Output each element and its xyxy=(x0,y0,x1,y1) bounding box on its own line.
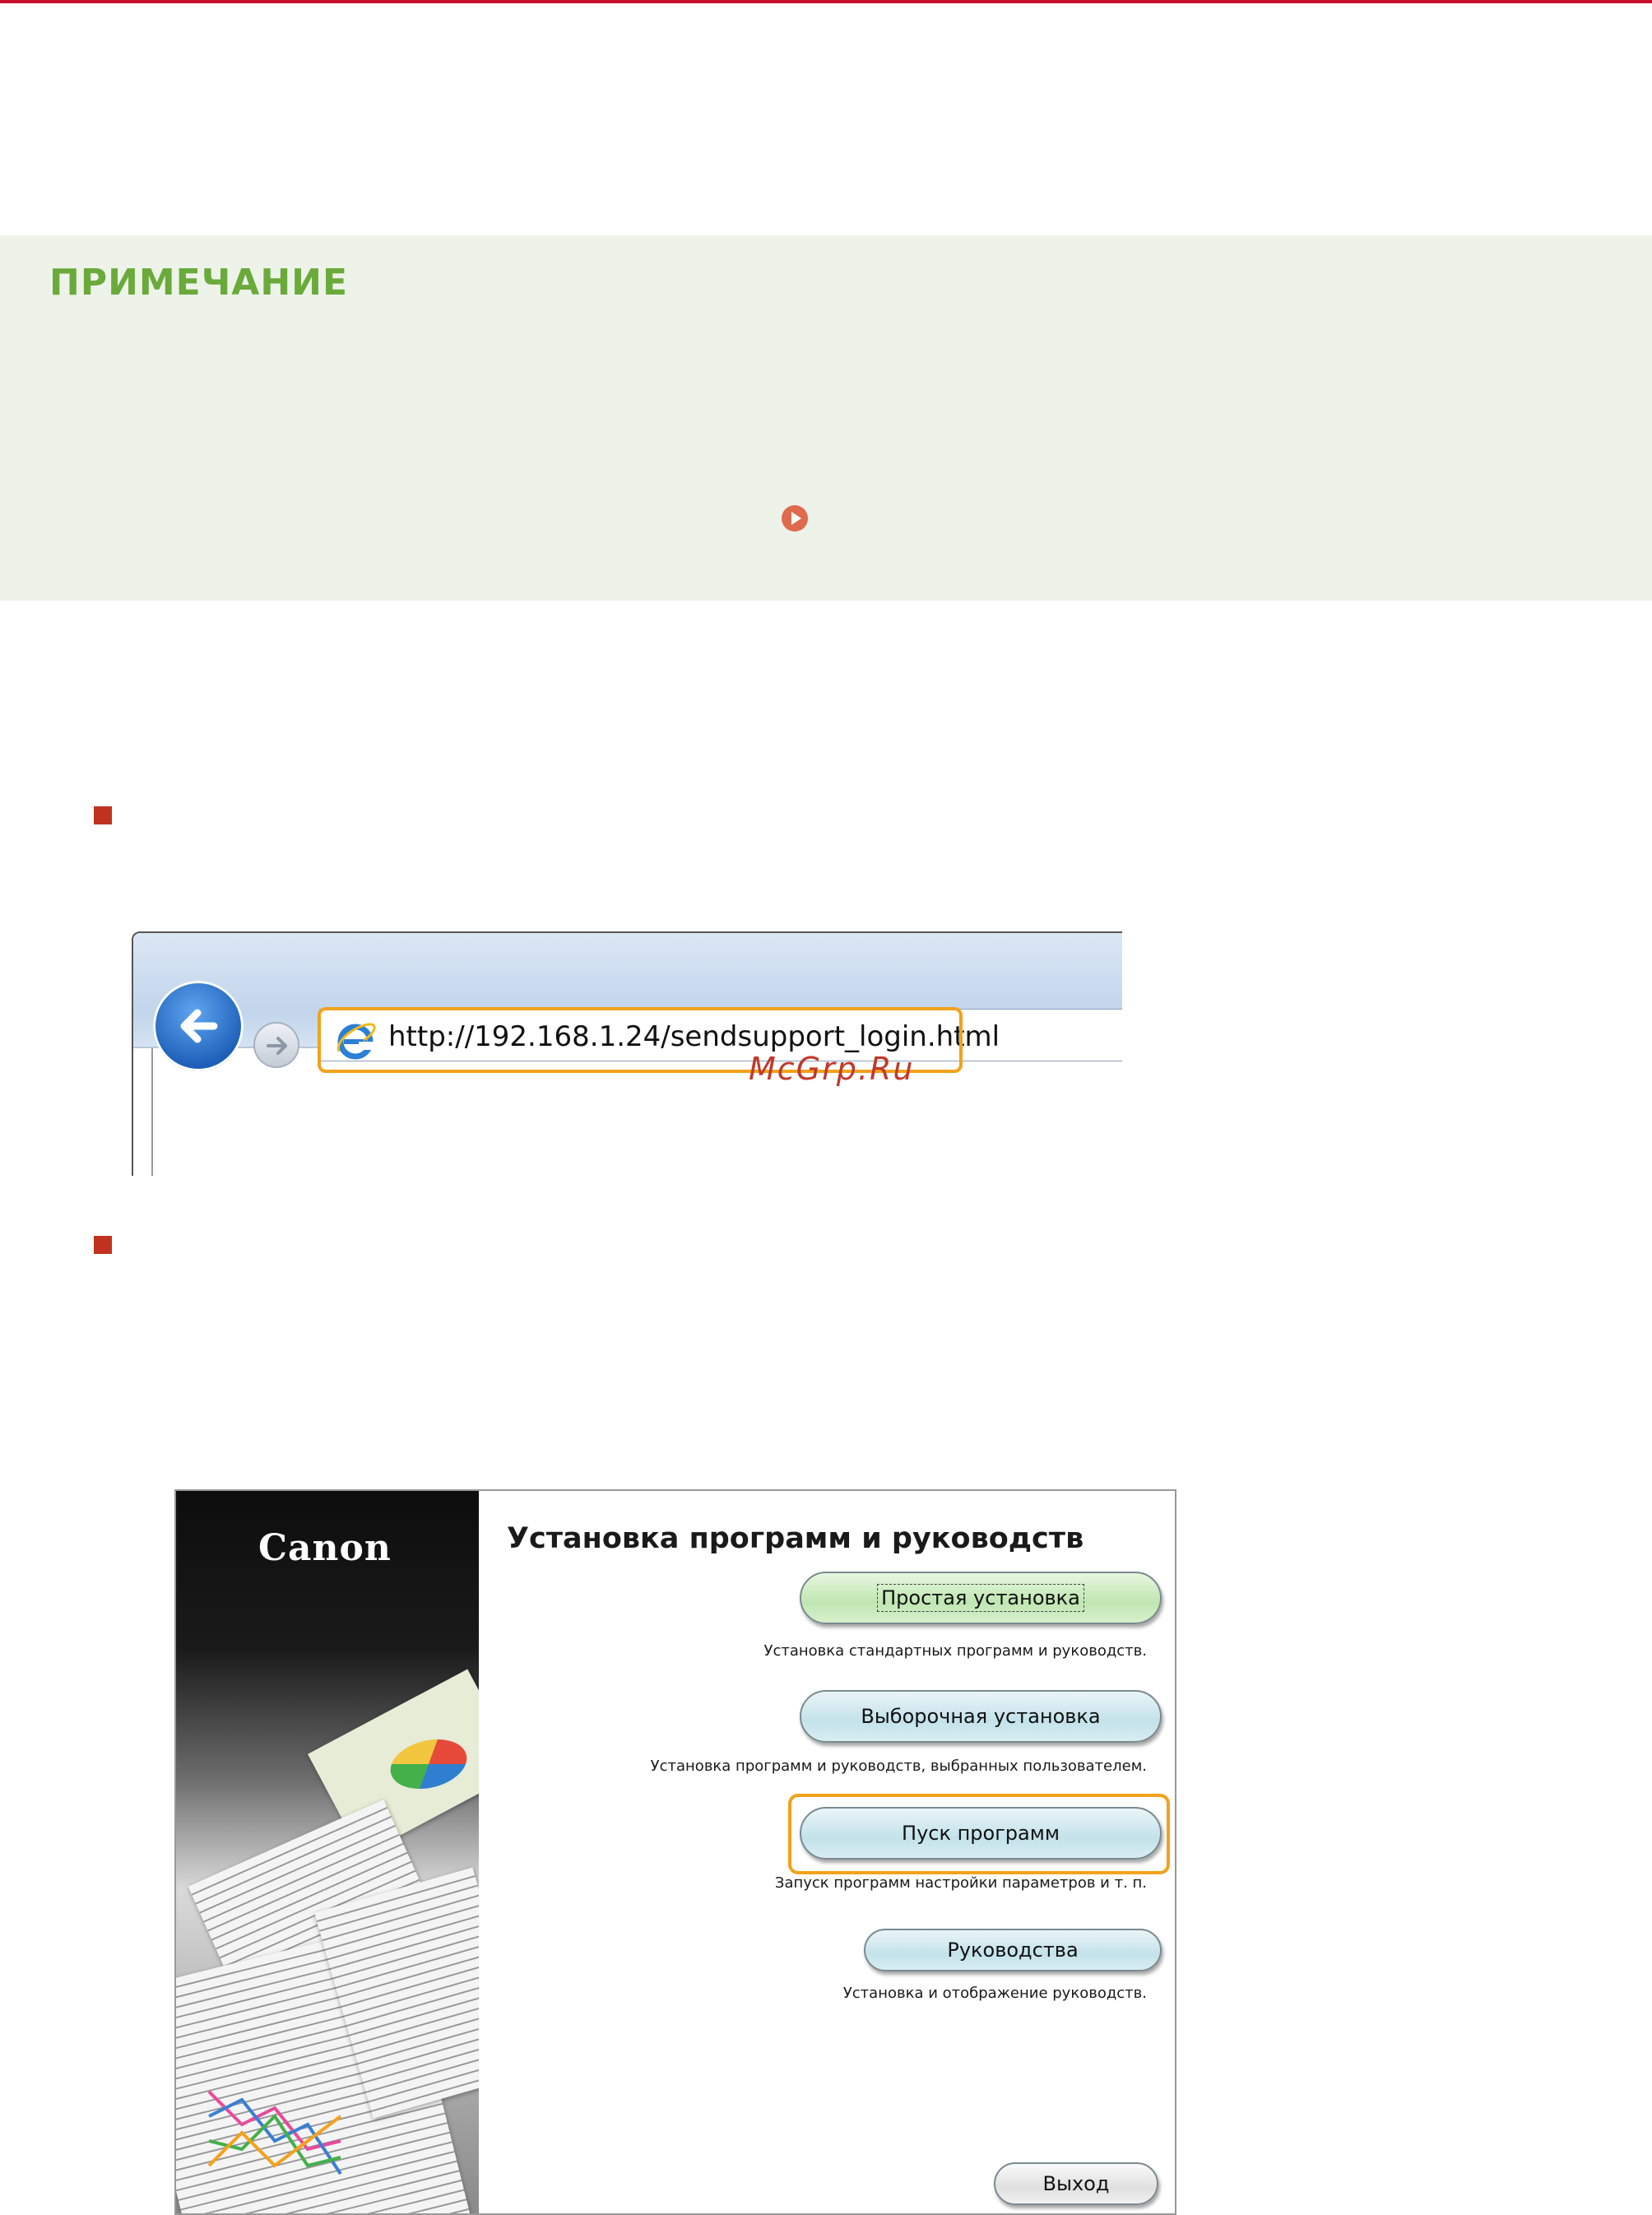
easy-install-description: Установка стандартных программ и руководств. xyxy=(763,1642,1147,1660)
url-text: http://192.168.1.24/sendsupport_login.html xyxy=(388,1020,1000,1053)
note-title: ПРИМЕЧАНИЕ xyxy=(49,262,349,304)
watermark: McGrp.Ru xyxy=(749,1051,915,1087)
custom-install-button[interactable] xyxy=(800,1690,1162,1743)
back-arrow-icon xyxy=(171,999,225,1053)
back-button[interactable] xyxy=(153,981,244,1071)
manuals-button[interactable] xyxy=(864,1929,1162,1971)
section-bullet-icon xyxy=(94,806,112,824)
easy-install-button[interactable] xyxy=(800,1572,1162,1624)
installer-banner xyxy=(176,1491,479,2215)
forward-button[interactable] xyxy=(253,1022,299,1068)
section-bullet-icon xyxy=(94,1236,112,1254)
manuals-label: Руководства xyxy=(947,1939,1079,1962)
custom-install-description: Установка программ и руководств, выбранных пользователем. xyxy=(650,1758,1147,1775)
installer-window xyxy=(174,1489,1176,2215)
line-chart-image xyxy=(201,2067,365,2190)
content-border xyxy=(151,1048,153,1176)
easy-install-label: Простая установка xyxy=(877,1584,1084,1612)
start-programs-highlight xyxy=(788,1794,1170,1874)
canon-logo: Canon xyxy=(258,1527,392,1569)
link-arrow-icon[interactable] xyxy=(782,505,808,532)
start-programs-label: Пуск программ xyxy=(902,1822,1060,1845)
exit-label: Выход xyxy=(1042,2172,1110,2195)
forward-arrow-icon xyxy=(263,1032,291,1060)
exit-button[interactable] xyxy=(994,2162,1158,2205)
start-programs-description: Запуск программ настройки параметров и т. п. xyxy=(774,1874,1147,1892)
custom-install-label: Выборочная установка xyxy=(861,1705,1101,1728)
installer-title: Установка программ и руководств xyxy=(507,1522,1084,1555)
manuals-description: Установка и отображение руководств. xyxy=(842,1985,1147,2002)
browser-screenshot xyxy=(132,931,1122,1176)
top-rule xyxy=(0,0,1652,3)
